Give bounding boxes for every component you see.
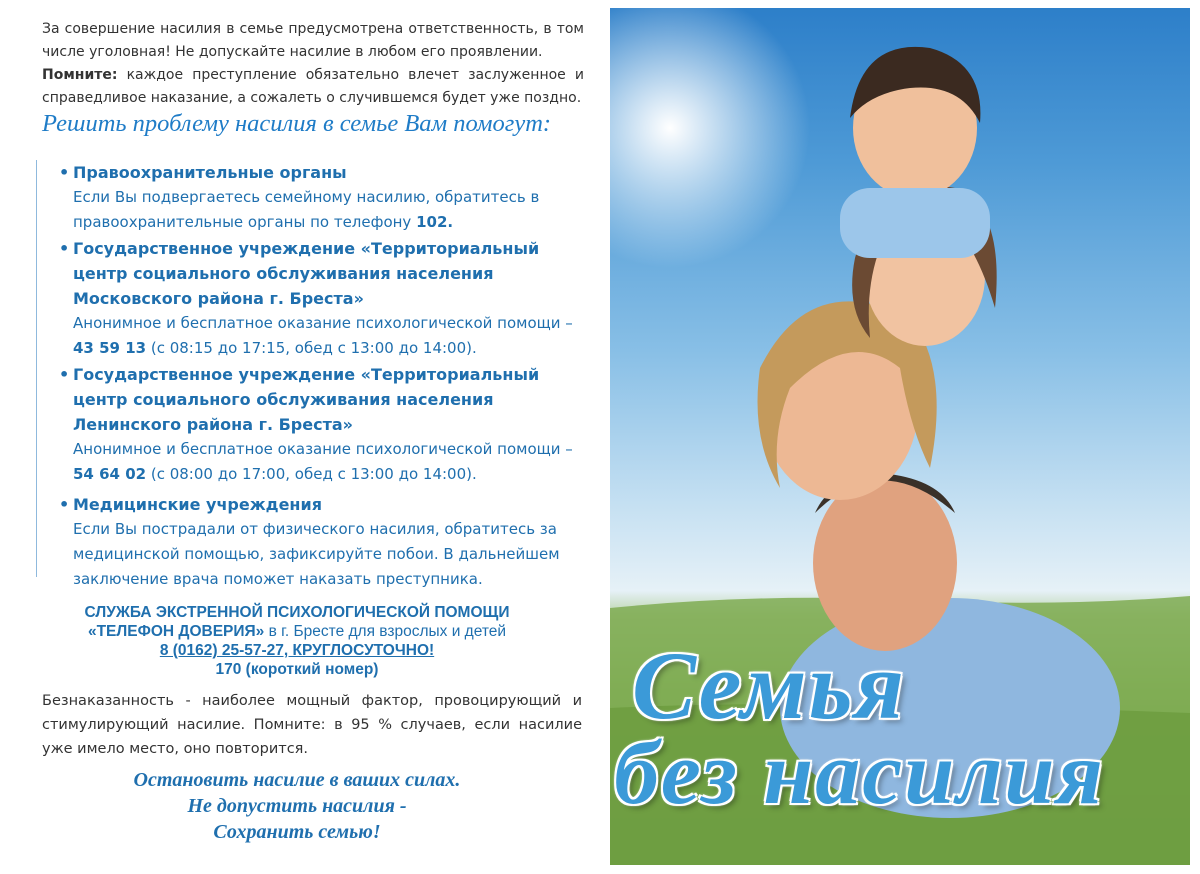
helper-title: Государственное учреждение «Территориальный центр социального обслуживания населения Московского района г. Бреста» (73, 239, 540, 308)
helper-phone: 102. (416, 213, 454, 231)
helper-title: Государственное учреждение «Территориальный центр социального обслуживания населения Ленинского района г. Бреста» (73, 365, 540, 434)
help-heading: Решить проблему насилия в семье Вам помогут: (42, 110, 552, 137)
helper-body: Если Вы подвергаетесь семейному насилию, обратитесь в правоохранительные органы по телефону 102. (73, 188, 540, 231)
bullet-icon: • (59, 365, 70, 384)
helper-police (59, 160, 589, 235)
brand-title (612, 630, 1192, 830)
helper-phone: 43 59 13 (73, 339, 147, 357)
helper-title: Медицинские учреждения (73, 495, 322, 514)
hotline-block (42, 603, 552, 679)
hotline-title: СЛУЖБА ЭКСТРЕННОЙ ПСИХОЛОГИЧЕСКОЙ ПОМОЩИ (84, 604, 510, 621)
hotline-phone: 8 (0162) 25-57-27, КРУГЛОСУТОЧНО! (159, 642, 435, 659)
helper-title: Правоохранительные органы (73, 163, 347, 182)
helper-body: Анонимное и бесплатное оказание психологической помощи – 43 59 13 (с 08:15 до 17:15, обед с 13:00 до 14:00). (73, 314, 573, 357)
hotline-subtitle: «ТЕЛЕФОН ДОВЕРИЯ» в г. Бресте для взрослых и детей (87, 623, 507, 640)
remember-text: каждое преступление обязательно влечет заслуженное и справедливое наказание, а сожалеть о случившемся будет уже поздно. (42, 67, 584, 106)
impunity-paragraph: Безнаказанность - наиболее мощный фактор, провоцирующий и стимулирующий насилие. Помните: в 95 % случаев, если насилие уже имело место, оно повторится. (42, 693, 582, 757)
bullet-icon: • (59, 163, 70, 182)
helper-moscow-center (59, 236, 589, 361)
helper-lenin-center (59, 362, 589, 487)
intro-block (42, 18, 584, 110)
remember-label: Помните: (42, 67, 118, 83)
helper-phone: 54 64 02 (73, 465, 147, 483)
slogan: Остановить насилие в ваших силах. Не допустить насилия - Сохранить семью! (133, 769, 461, 843)
intro-paragraph (42, 18, 584, 110)
helper-body: Анонимное и бесплатное оказание психологической помощи – 54 64 02 (с 08:00 до 17:00, обед с 13:00 до 14:00). (73, 440, 573, 483)
brand-title-line2: без насилия (614, 724, 1105, 823)
helper-medical (59, 492, 589, 592)
intro-text: За совершение насилия в семье предусмотрена ответственность, в том числе уголовная! Не допускайте насилие в любом его проявлении. (42, 21, 584, 60)
bullet-icon: • (59, 495, 70, 514)
brand-title-line1: Семья (632, 632, 906, 739)
bullet-icon: • (59, 239, 70, 258)
helper-body: Если Вы пострадали от физического насилия, обратитесь за медицинской помощью, зафиксируйте побои. В дальнейшем заключение врача поможет наказать преступника. (73, 520, 560, 588)
helpers-list (36, 160, 592, 588)
hotline-short-number: 170 (короткий номер) (215, 661, 379, 678)
